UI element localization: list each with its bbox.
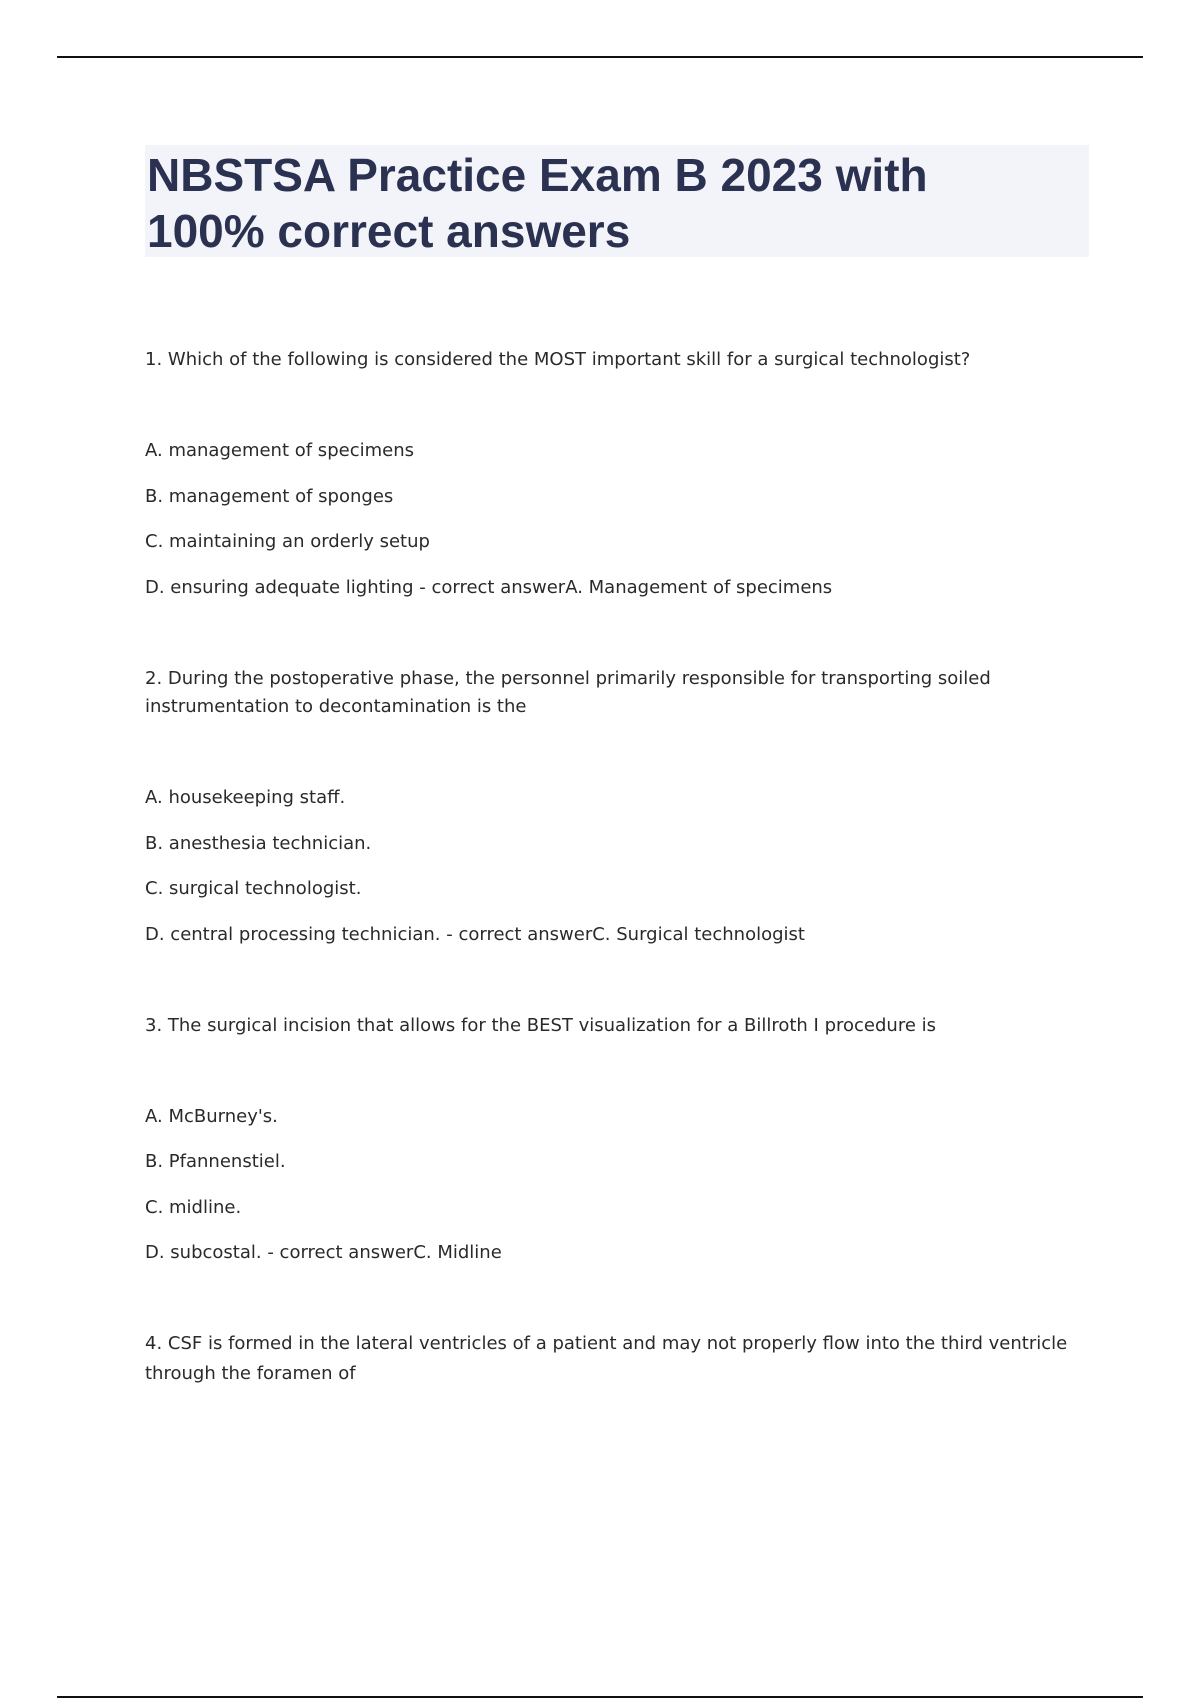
question-1-option-d-answer: D. ensuring adequate lighting - correct answerA. Management of specimens [145, 577, 833, 598]
question-2-option-c: C. surgical technologist. [145, 878, 362, 899]
title-line-1: NBSTSA Practice Exam B 2023 with [147, 149, 928, 201]
document-title [147, 147, 1087, 259]
question-1-option-b: B. management of sponges [145, 486, 394, 507]
question-4-text-line-2: through the foramen of [145, 1363, 356, 1384]
question-3-option-d-answer: D. subcostal. - correct answerC. Midline [145, 1242, 502, 1263]
question-2-text-line-1: 2. During the postoperative phase, the personnel primarily responsible for transporting soiled [145, 668, 991, 689]
question-2-option-b: B. anesthesia technician. [145, 833, 372, 854]
question-3-option-b: B. Pfannenstiel. [145, 1151, 286, 1172]
title-line-2: 100% correct answers [147, 205, 631, 257]
question-1-option-a: A. management of specimens [145, 440, 414, 461]
question-1-option-c: C. maintaining an orderly setup [145, 531, 430, 552]
question-2-option-d-answer: D. central processing technician. - correct answerC. Surgical technologist [145, 924, 805, 945]
question-2-option-a: A. housekeeping staff. [145, 787, 346, 808]
top-rule [57, 56, 1143, 58]
question-1-text: 1. Which of the following is considered the MOST important skill for a surgical technologist? [145, 349, 971, 370]
question-3-option-a: A. McBurney's. [145, 1106, 278, 1127]
bottom-rule [57, 1696, 1143, 1698]
title-banner [145, 145, 1089, 257]
question-2-text-line-2: instrumentation to decontamination is the [145, 696, 527, 717]
question-4-text-line-1: 4. CSF is formed in the lateral ventricles of a patient and may not properly flow into the third ventricle [145, 1333, 1068, 1354]
question-3-option-c: C. midline. [145, 1197, 242, 1218]
question-3-text: 3. The surgical incision that allows for the BEST visualization for a Billroth I procedure is [145, 1015, 936, 1036]
